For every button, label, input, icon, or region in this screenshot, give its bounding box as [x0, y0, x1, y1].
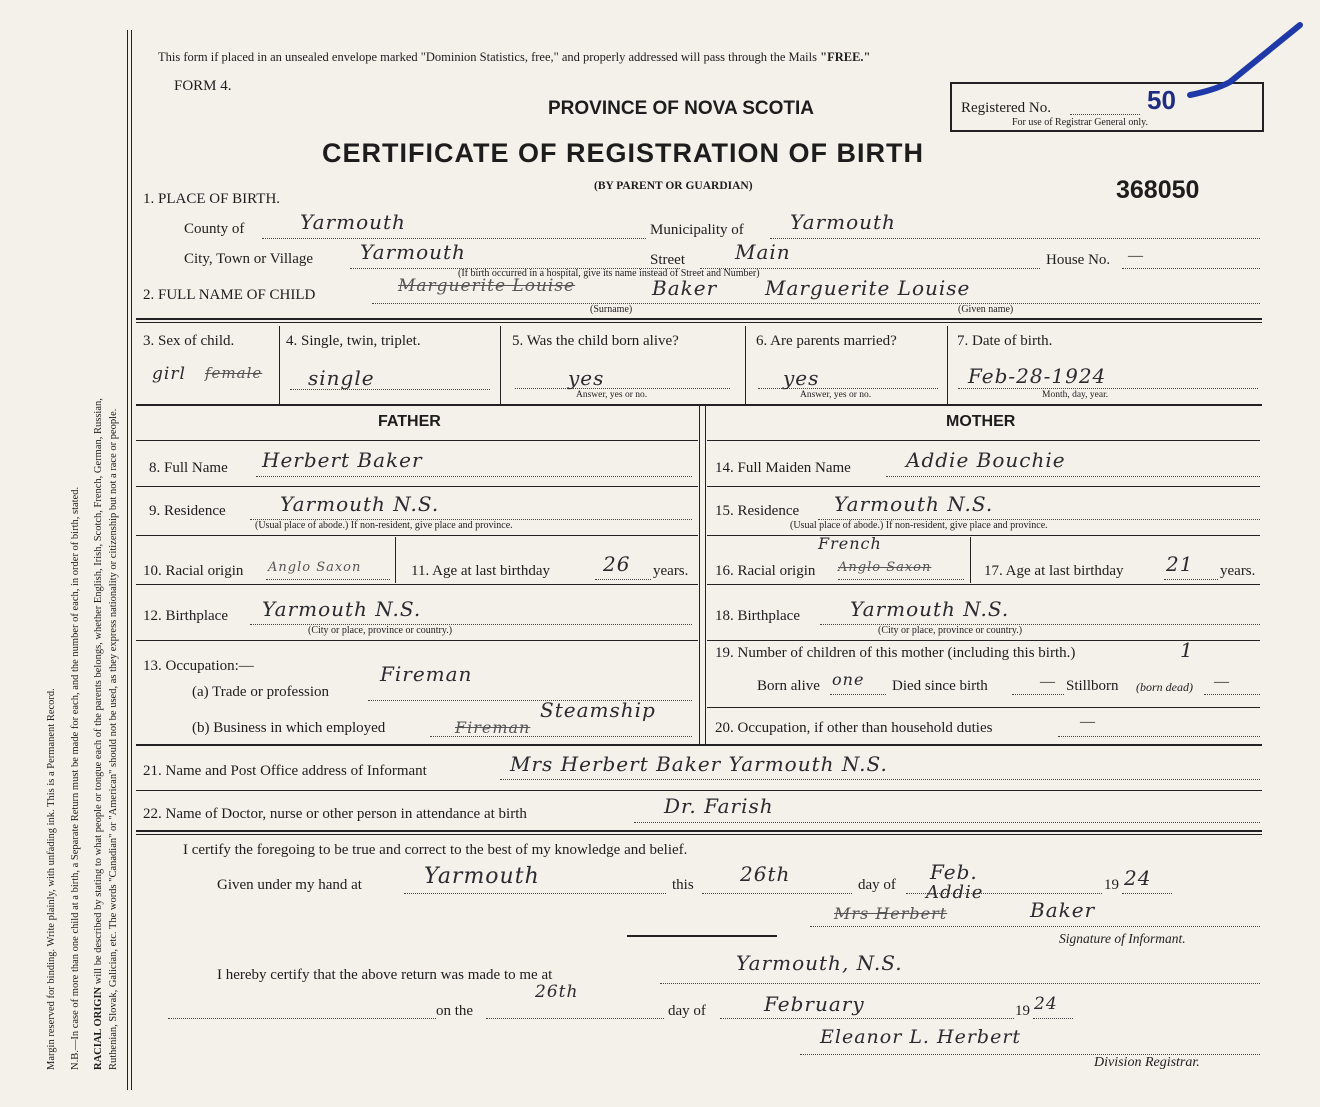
rule-f3 [136, 584, 698, 585]
single-line [290, 389, 490, 390]
child-given-value: Marguerite Louise [765, 276, 971, 300]
father-name-value: Herbert Baker [262, 448, 423, 472]
cell-divider-4 [947, 326, 948, 404]
mother-age-label: 17. Age at last birthday [984, 563, 1124, 579]
house-label: House No. [1046, 252, 1111, 268]
registrar-day-of-label: day of [668, 1003, 706, 1019]
father-business-value: Steamship [540, 698, 656, 722]
mother-racial-struck: Anglo Saxon [838, 560, 932, 575]
registrar-caption: Division Registrar. [1094, 1055, 1200, 1070]
rule-m3 [707, 584, 1260, 585]
given-place-line [404, 893, 666, 894]
mother-name-value: Addie Bouchie [906, 448, 1066, 472]
rule-informant [136, 790, 1262, 791]
mother-occupation-line [1058, 736, 1260, 737]
cell-divider-1 [279, 326, 280, 404]
registrar-month-value: February [764, 992, 865, 1016]
mother-racial-line [838, 579, 964, 580]
side-note-3-text: will be described by stating to what people or tongue each of the parents belongs, whether English, Irish, Scotch, French, German, Russian, [93, 398, 104, 987]
rule-father-head [136, 440, 698, 441]
mother-residence-value: Yarmouth N.S. [834, 492, 994, 516]
mother-age-unit: years. [1220, 563, 1256, 579]
father-name-line [256, 476, 692, 477]
certify-year-prefix: 19 [1104, 877, 1119, 893]
born-alive-label: Born alive [757, 678, 820, 694]
rule-m5 [707, 707, 1260, 708]
cell-divider-3 [745, 326, 746, 404]
sex-struck: female [205, 364, 263, 382]
father-racial-line [266, 579, 390, 580]
certify-statement: I certify the foregoing to be true and correct to the best of my knowledge and belief. [183, 842, 688, 858]
registered-value: 50 [1147, 85, 1176, 115]
single-value: single [308, 366, 375, 390]
street-value: Main [735, 240, 791, 264]
signature-caption: Signature of Informant. [1059, 931, 1186, 946]
municipality-label: Municipality of [650, 222, 744, 238]
sex-value: girl [152, 364, 186, 384]
father-residence-label: 9. Residence [149, 503, 226, 519]
house-value: — [1128, 248, 1143, 264]
alive-line [515, 388, 730, 389]
single-label: 4. Single, twin, triplet. [286, 333, 421, 349]
child-name-struck: Marguerite Louise [398, 276, 576, 296]
county-value: Yarmouth [300, 210, 406, 234]
signature-name: Baker [1030, 898, 1096, 922]
registrar-place-line [660, 983, 1260, 984]
father-business-label: (b) Business in which employed [192, 720, 386, 736]
alive-label: 5. Was the child born alive? [512, 333, 679, 349]
married-caption: Answer, yes or no. [800, 390, 872, 400]
municipality-value: Yarmouth [790, 210, 896, 234]
registrar-year-line [1033, 1018, 1073, 1019]
mother-birthplace-label: 18. Birthplace [715, 608, 800, 624]
mother-heading: MOTHER [946, 413, 1016, 430]
mother-racial-divider [970, 537, 971, 583]
mother-racial-value: French [818, 534, 882, 553]
registrar-signature: Eleanor L. Herbert [820, 1026, 1022, 1048]
mother-residence-caption: (Usual place of abode.) If non-resident, give place and province. [790, 520, 1048, 531]
rule-after-name-2 [136, 322, 1262, 323]
informant-value: Mrs Herbert Baker Yarmouth N.S. [510, 752, 888, 776]
rule-f2 [136, 535, 698, 536]
registrar-place-value: Yarmouth, N.S. [736, 951, 903, 975]
doctor-value: Dr. Farish [664, 794, 774, 818]
mother-children-label: 19. Number of children of this mother (including this birth.) [715, 645, 1076, 661]
given-label: Given under my hand at [217, 877, 362, 893]
side-note-1: Margin reserved for binding. Write plainly, with unfading ink. This is a Permanent Record. [46, 688, 57, 1070]
parents-divider [699, 406, 700, 744]
registrar-statement: I hereby certify that the above return was made to me at [217, 967, 553, 983]
rule-after-name [136, 318, 1262, 320]
child-surname-value: Baker [652, 276, 718, 300]
house-line [1122, 268, 1260, 269]
registrar-lead-line [168, 1018, 436, 1019]
dob-label: 7. Date of birth. [957, 333, 1053, 349]
margin-rule [127, 30, 128, 1090]
municipality-line [770, 238, 1260, 239]
certificate-number: 368050 [1116, 176, 1200, 204]
father-racial-label: 10. Racial origin [143, 563, 244, 579]
child-name-line [372, 303, 1260, 304]
father-trade-value: Fireman [380, 662, 473, 686]
alive-caption: Answer, yes or no. [576, 390, 648, 400]
mail-note-free: "FREE." [820, 50, 871, 64]
registrar-day-line [486, 1018, 664, 1019]
certificate-title: CERTIFICATE OF REGISTRATION OF BIRTH [322, 138, 924, 168]
rule-m4 [707, 640, 1260, 641]
registrar-year-value: 24 [1034, 994, 1058, 1014]
born-alive-value: one [832, 670, 865, 689]
registered-line [1070, 114, 1140, 115]
stillborn-label: Stillborn [1066, 678, 1119, 694]
registrar-month-line [720, 1018, 1014, 1019]
certify-day-value: 26th [740, 862, 791, 886]
father-residence-value: Yarmouth N.S. [280, 492, 440, 516]
informant-label: 21. Name and Post Office address of Informant [143, 763, 427, 779]
rule-after-parents [136, 744, 1262, 746]
father-birthplace-caption: (City or place, province or country.) [308, 625, 453, 636]
form-number: FORM 4. [174, 78, 232, 94]
father-heading: FATHER [378, 413, 441, 430]
rule-doctor-2 [136, 834, 1262, 835]
mother-age-value: 21 [1166, 552, 1194, 576]
side-note-4: Ruthenian, Slovak, Galician, etc. The words "Canadian" or "American" should not be used, as they express nationality or citizenship but not a race or people. [108, 408, 119, 1070]
father-age-line [595, 579, 651, 580]
side-note-3 [93, 398, 104, 1070]
given-place-value: Yarmouth [424, 864, 540, 889]
mother-name-line [886, 476, 1260, 477]
mother-racial-label: 16. Racial origin [715, 563, 816, 579]
father-birthplace-label: 12. Birthplace [143, 608, 228, 624]
county-label: County of [184, 221, 245, 237]
married-label: 6. Are parents married? [756, 333, 897, 349]
dob-value: Feb-28-1924 [968, 364, 1107, 388]
died-line [1012, 694, 1064, 695]
signature-line [810, 926, 1260, 927]
place-heading: 1. PLACE OF BIRTH. [143, 191, 281, 207]
mail-note [158, 50, 870, 65]
province-title: PROVINCE OF NOVA SCOTIA [548, 98, 815, 119]
margin-rule-2 [131, 30, 132, 1090]
mother-birthplace-caption: (City or place, province or country.) [878, 625, 1023, 636]
hospital-note: (If birth occurred in a hospital, give its name instead of Street and Number) [458, 268, 760, 279]
mother-residence-label: 15. Residence [715, 503, 800, 519]
given-caption: (Given name) [958, 304, 1014, 315]
certify-year-line [1122, 893, 1172, 894]
doctor-label: 22. Name of Doctor, nurse or other person in attendance at birth [143, 806, 527, 822]
registrar-year-prefix: 19 [1015, 1003, 1030, 1019]
registrar-day-value: 26th [535, 982, 579, 1002]
street-label: Street [650, 252, 685, 268]
born-alive-line [830, 694, 886, 695]
mother-age-line [1164, 579, 1218, 580]
mother-children-value: 1 [1180, 638, 1194, 662]
separator-line [627, 935, 777, 937]
cell-divider-2 [500, 326, 501, 404]
registered-label: Registered No. [961, 100, 1051, 116]
city-label: City, Town or Village [184, 251, 314, 267]
father-trade-label: (a) Trade or profession [192, 684, 330, 700]
rule-doctor [136, 830, 1262, 832]
check-mark-icon [1185, 20, 1305, 110]
father-age-unit: years. [653, 563, 689, 579]
certify-year-value: 24 [1124, 866, 1152, 890]
certify-day-of-label: day of [858, 877, 896, 893]
child-name-label: 2. FULL NAME OF CHILD [143, 287, 316, 303]
certify-day-line [702, 893, 852, 894]
informant-line [500, 779, 1260, 780]
rule-f1 [136, 486, 698, 487]
dob-line [958, 388, 1258, 389]
registrar-on-the-label: on the [436, 1003, 474, 1019]
father-occupation-label: 13. Occupation:— [143, 658, 254, 674]
father-racial-value: Anglo Saxon [268, 560, 362, 575]
mother-name-label: 14. Full Maiden Name [715, 460, 851, 476]
mother-occupation-value: — [1080, 714, 1095, 730]
registrar-use-note: For use of Registrar General only. [1012, 117, 1148, 128]
rule-f4 [136, 640, 698, 641]
father-age-value: 26 [603, 552, 631, 576]
mail-note-text: This form if placed in an unsealed envelope marked "Dominion Statistics, free," and properly addressed will pass through the Mails [158, 50, 821, 64]
mother-occupation-label: 20. Occupation, if other than household duties [715, 720, 993, 736]
stillborn-line [1204, 694, 1260, 695]
died-value: — [1040, 674, 1055, 690]
side-note-2: N.B.—In case of more than one child at a birth, a Separate Return must be made for each, and the number of each, in order of birth, stated. [70, 486, 81, 1070]
county-line [262, 238, 646, 239]
parents-divider-2 [705, 406, 706, 744]
dob-caption: Month, day, year. [1042, 390, 1109, 400]
alive-value: yes [568, 366, 605, 390]
stillborn-caption: (born dead) [1136, 680, 1193, 694]
stillborn-value: — [1214, 674, 1229, 690]
surname-caption: (Surname) [590, 304, 633, 315]
sex-label: 3. Sex of child. [143, 333, 235, 349]
certificate-subtitle: (BY PARENT OR GUARDIAN) [594, 180, 753, 192]
certify-month-value: Feb. [930, 860, 978, 884]
rule-m1 [707, 486, 1260, 487]
father-age-label: 11. Age at last birthday [411, 563, 550, 579]
this-label: this [672, 877, 694, 893]
died-label: Died since birth [892, 678, 988, 694]
doctor-line [634, 822, 1260, 823]
signature-struck: Mrs Herbert [834, 904, 948, 923]
mother-birthplace-value: Yarmouth N.S. [850, 597, 1010, 621]
city-value: Yarmouth [360, 240, 466, 264]
father-residence-caption: (Usual place of abode.) If non-resident, give place and province. [255, 520, 513, 531]
married-value: yes [783, 366, 820, 390]
rule-mother-head [707, 440, 1260, 441]
side-note-3-bold: RACIAL ORIGIN [93, 986, 104, 1070]
father-racial-divider [395, 537, 396, 583]
father-birthplace-value: Yarmouth N.S. [262, 597, 422, 621]
rule-m2 [707, 535, 1260, 536]
father-name-label: 8. Full Name [149, 460, 228, 476]
father-business-struck: Fireman [455, 718, 531, 737]
signature-insert: Addie [926, 882, 984, 903]
